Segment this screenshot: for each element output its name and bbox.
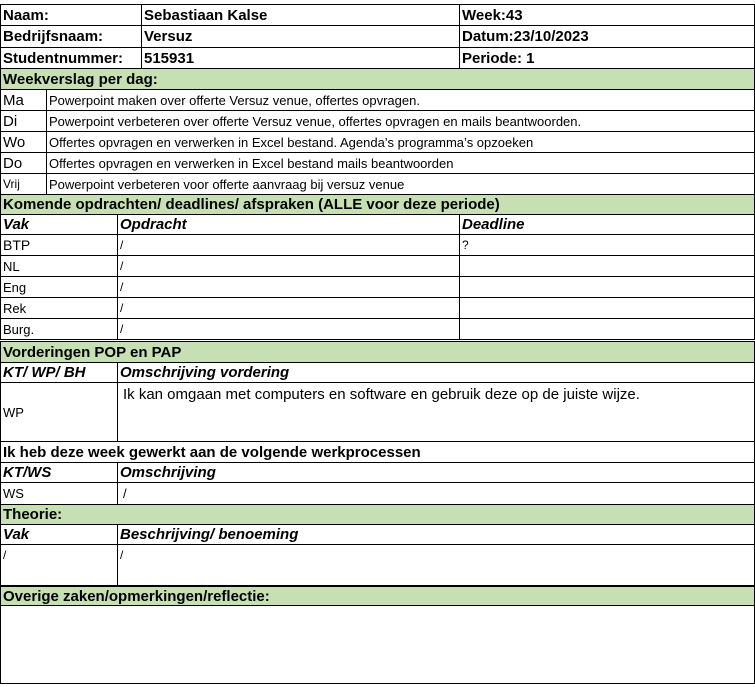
bedrijf-value: Versuz	[142, 26, 460, 48]
header-table	[0, 4, 755, 70]
day-row	[1, 174, 755, 195]
pop-table	[0, 341, 755, 442]
table-row	[1, 383, 755, 442]
day-row	[1, 153, 755, 174]
day-label: Do	[1, 153, 47, 174]
day-row	[1, 132, 755, 153]
overige-title: Overige zaken/opmerkingen/reflectie:	[1, 587, 755, 606]
deadline-cell	[460, 319, 755, 340]
day-text: Powerpoint verbeteren over offerte Versuz venue, offertes opvragen en mails beantwoorden.	[47, 111, 755, 132]
day-label: Vrij	[1, 174, 47, 195]
periode-value: Periode: 1	[460, 48, 755, 70]
naam-value: Sebastiaan Kalse	[142, 5, 460, 26]
bedrijf-label: Bedrijfsnaam:	[1, 26, 142, 48]
deadline-cell	[460, 277, 755, 298]
table-row	[1, 235, 755, 256]
student-label: Studentnummer:	[1, 48, 142, 70]
day-text: Offertes opvragen en verwerken in Excel bestand mails beantwoorden	[47, 153, 755, 174]
day-row	[1, 90, 755, 111]
werkprocessen-title: Ik heb deze week gewerkt aan de volgende werkprocessen	[1, 442, 755, 463]
vak-cell: NL	[1, 256, 118, 277]
deadline-cell	[460, 256, 755, 277]
weekverslag-title: Weekverslag per dag:	[1, 69, 755, 90]
beschrijving-cell: /	[118, 545, 755, 586]
overige-table	[0, 586, 755, 684]
vak-cell: /	[1, 545, 118, 586]
col-kt-header: KT/ WP/ BH	[1, 363, 118, 383]
theorie-table	[0, 504, 755, 586]
day-text: Powerpoint maken over offerte Versuz venue, offertes opvragen.	[47, 90, 755, 111]
table-row	[1, 277, 755, 298]
kt-cell: WS	[1, 483, 118, 505]
opdracht-cell: /	[118, 256, 460, 277]
opdracht-cell: /	[118, 277, 460, 298]
week-value: Week:43	[460, 5, 755, 26]
col-vak-header: Vak	[1, 215, 118, 235]
overige-content	[1, 606, 755, 684]
table-row	[1, 545, 755, 586]
student-value: 515931	[142, 48, 460, 70]
col-omschrijving-header: Omschrijving	[118, 463, 755, 483]
day-label: Di	[1, 111, 47, 132]
weekverslag-table	[0, 68, 755, 195]
theorie-title: Theorie:	[1, 505, 755, 525]
day-label: Wo	[1, 132, 47, 153]
col-vak-header: Vak	[1, 525, 118, 545]
table-row	[1, 319, 755, 340]
vak-cell: BTP	[1, 235, 118, 256]
day-text: Powerpoint verbeteren voor offerte aanvraag bij versuz venue	[47, 174, 755, 195]
omschrijving-cell: Ik kan omgaan met computers en software en gebruik deze op de juiste wijze.	[118, 383, 755, 442]
naam-label: Naam:	[1, 5, 142, 26]
col-opdracht-header: Opdracht	[118, 215, 460, 235]
vak-cell: Eng	[1, 277, 118, 298]
col-beschrijving-header: Beschrijving/ benoeming	[118, 525, 755, 545]
deadline-cell	[460, 298, 755, 319]
col-omschrijving-header: Omschrijving vordering	[118, 363, 755, 383]
col-kt-header: KT/WS	[1, 463, 118, 483]
day-row	[1, 111, 755, 132]
datum-value: Datum:23/10/2023	[460, 26, 755, 48]
opdrachten-title: Komende opdrachten/ deadlines/ afspraken (ALLE voor deze periode)	[1, 195, 755, 215]
omschrijving-cell: /	[118, 483, 755, 505]
pop-title: Vorderingen POP en PAP	[1, 342, 755, 363]
werkprocessen-table	[0, 441, 755, 505]
opdracht-cell: /	[118, 319, 460, 340]
deadline-cell: ?	[460, 235, 755, 256]
opdracht-cell: /	[118, 298, 460, 319]
table-row	[1, 483, 755, 505]
opdrachten-table	[0, 194, 755, 340]
vak-cell: Burg.	[1, 319, 118, 340]
kt-cell: WP	[1, 383, 118, 442]
day-text: Offertes opvragen en verwerken in Excel bestand. Agenda’s programma’s opzoeken	[47, 132, 755, 153]
table-row	[1, 256, 755, 277]
table-row	[1, 298, 755, 319]
opdracht-cell: /	[118, 235, 460, 256]
day-label: Ma	[1, 90, 47, 111]
col-deadline-header: Deadline	[460, 215, 755, 235]
vak-cell: Rek	[1, 298, 118, 319]
